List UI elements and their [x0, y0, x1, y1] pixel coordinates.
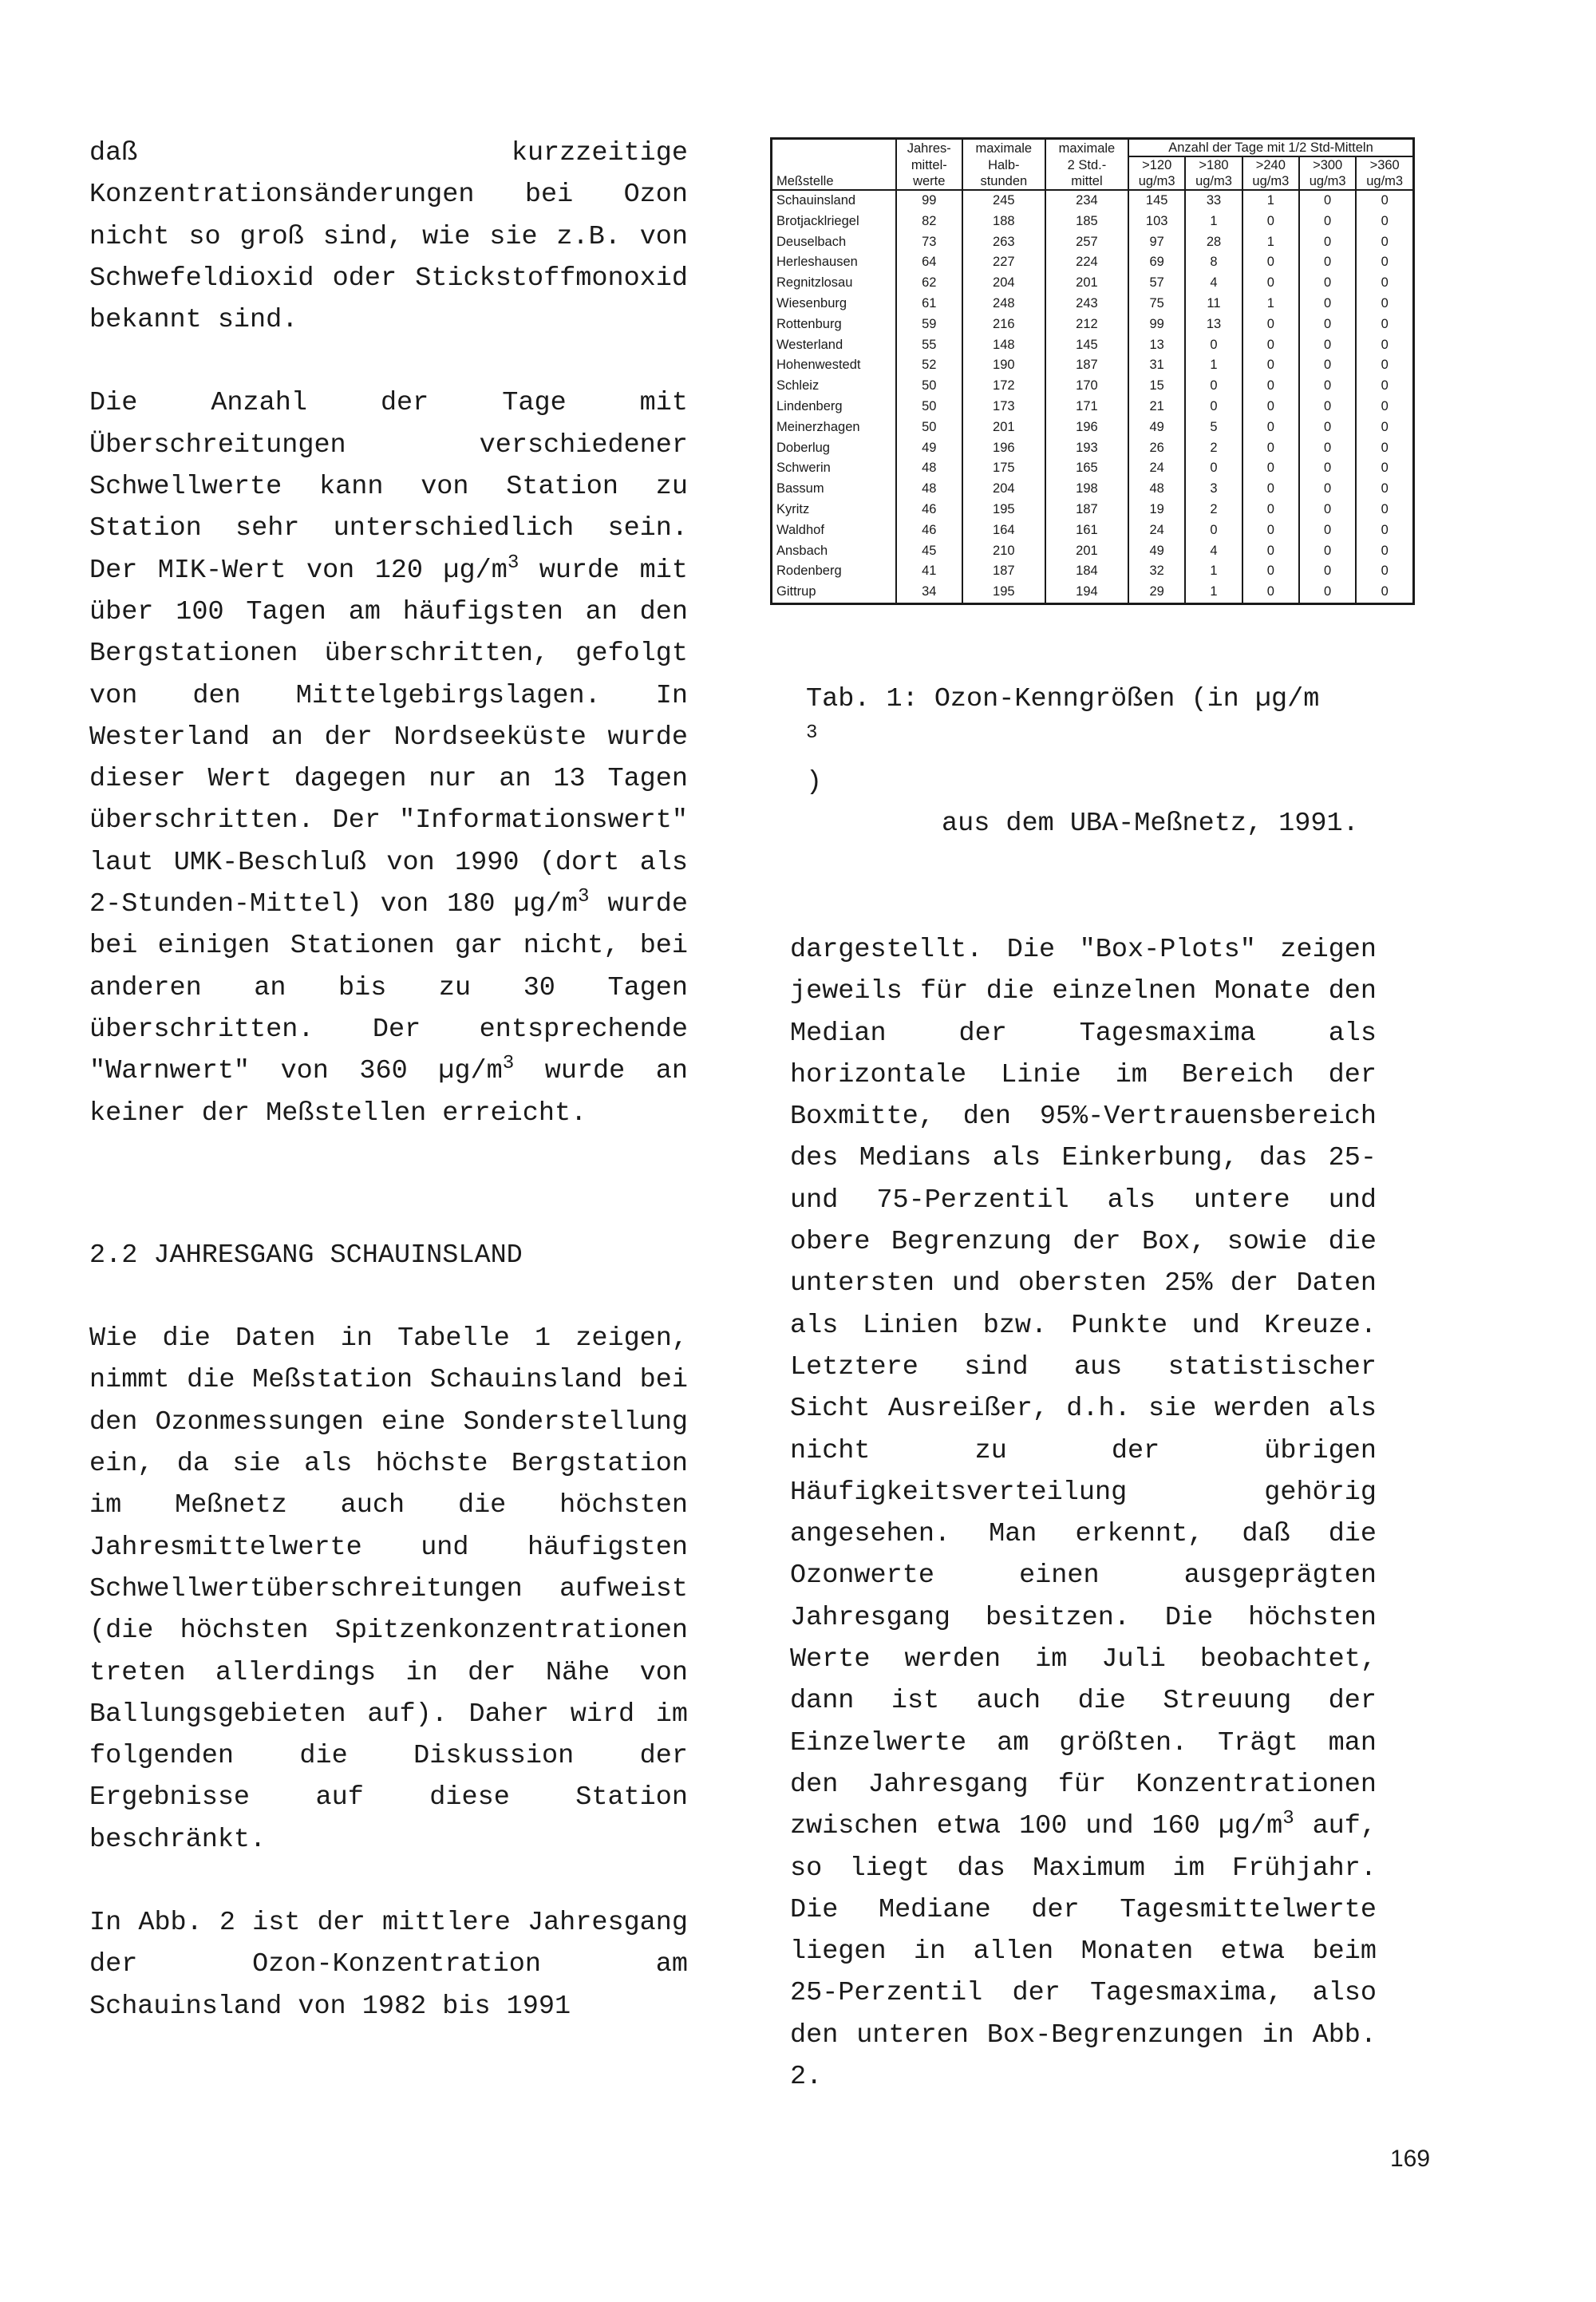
- days-over-240: 0: [1242, 541, 1299, 562]
- left-text-column: [89, 133, 688, 2027]
- paragraph-abb2-intro: In Abb. 2 ist der mittlere Jahresgang der Ozon-Konzentration am Schauinsland von 1982 bis 1991: [89, 1907, 688, 2022]
- days-over-300: 0: [1299, 335, 1356, 356]
- days-over-300: 0: [1299, 376, 1356, 397]
- station-name: Ansbach: [776, 543, 828, 558]
- header-threshold-360: >360: [1356, 156, 1413, 173]
- days-over-240: 0: [1242, 520, 1299, 541]
- days-over-120: 49: [1128, 541, 1185, 562]
- header-max-half-1: maximale: [962, 139, 1045, 157]
- days-over-360: 0: [1356, 479, 1413, 500]
- days-over-240: 0: [1242, 479, 1299, 500]
- days-over-180: 1: [1185, 582, 1242, 603]
- days-over-360: 0: [1356, 561, 1413, 582]
- station-name: Hohenwestedt: [776, 358, 861, 373]
- max-2h: 224: [1045, 252, 1128, 273]
- days-over-360: 0: [1356, 355, 1413, 376]
- days-over-120: 21: [1128, 397, 1185, 417]
- days-over-240: 0: [1242, 397, 1299, 417]
- header-max-2h-2: 2 Std.-: [1045, 156, 1128, 173]
- annual-mean: 45: [896, 541, 962, 562]
- table-row: [772, 479, 1414, 500]
- annual-mean: 62: [896, 273, 962, 294]
- days-over-300: 0: [1299, 417, 1356, 438]
- days-over-180: 5: [1185, 417, 1242, 438]
- annual-mean: 64: [896, 252, 962, 273]
- days-over-360: 0: [1356, 376, 1413, 397]
- paragraph-schauinsland: Wie die Daten in Tabelle 1 zeigen, nimmt die Meßstation Schauinsland bei den Ozonmessungen eine Sonderstellung ein, da sie als höchste Bergstation im Meßnetz auch die höchsten Jahresmittelwerte und häufigsten Schwellwertüberschreitungen aufweist (die höchsten Spitzenkonzentrationen treten allerdings in der Nähe von Ballungsgebieten auf). Daher wird im folgenden die Diskussion der Ergebnisse auf diese Station beschränkt.: [89, 1323, 688, 1855]
- header-threshold-240: >240: [1242, 156, 1299, 173]
- days-over-240: 0: [1242, 252, 1299, 273]
- max-2h: 198: [1045, 479, 1128, 500]
- max-half-hour: 248: [962, 294, 1045, 314]
- header-max-2h-1: maximale: [1045, 139, 1128, 157]
- days-over-240: 1: [1242, 294, 1299, 314]
- header-threshold-300: >300: [1299, 156, 1356, 173]
- days-over-240: 0: [1242, 273, 1299, 294]
- station-name: Schauinsland: [776, 193, 856, 208]
- max-2h: 187: [1045, 355, 1128, 376]
- days-over-240: 0: [1242, 376, 1299, 397]
- station-name: Brotjacklriegel: [776, 213, 859, 228]
- table-row: [772, 438, 1414, 459]
- days-over-300: 0: [1299, 355, 1356, 376]
- station-name: Deuselbach: [776, 234, 847, 249]
- days-over-240: 0: [1242, 438, 1299, 459]
- max-half-hour: 190: [962, 355, 1045, 376]
- days-over-120: 31: [1128, 355, 1185, 376]
- max-2h: 196: [1045, 417, 1128, 438]
- header-unit: ug/m3: [1128, 173, 1185, 190]
- table-row: [772, 294, 1414, 314]
- table-row: [772, 520, 1414, 541]
- days-over-180: 28: [1185, 232, 1242, 253]
- max-2h: 185: [1045, 212, 1128, 232]
- station-name: Regnitzlosau: [776, 275, 853, 291]
- days-over-300: 0: [1299, 294, 1356, 314]
- paragraph-ozone-variation: daß kurzzeitige Konzentrationsänderungen bei Ozon nicht so groß sind, wie sie z.B. von Schwefeldioxid oder Stickstoffmonoxid bekannt sind.: [89, 138, 688, 336]
- days-over-360: 0: [1356, 232, 1413, 253]
- station-name: Doberlug: [776, 440, 830, 455]
- header-max-half-2: Halb-: [962, 156, 1045, 173]
- header-max-half-3: stunden: [962, 173, 1045, 190]
- table-row: [772, 376, 1414, 397]
- station-name: Kyritz: [776, 501, 810, 516]
- max-half-hour: 210: [962, 541, 1045, 562]
- days-over-240: 0: [1242, 582, 1299, 603]
- table-row: [772, 335, 1414, 356]
- paragraph-box-plots: dargestellt. Die "Box-Plots" zeigen jeweils für die einzelnen Monate den Median der Tagesmaxima als horizontale Linie im Bereich der Boxmitte, den 95%-Vertrauensbereich des Medians als Einkerbung, das 25- und 75-Perzentil als untere und obere Begrenzung der Box, sowie die untersten und obersten 25% der Daten als Linien bzw. Punkte und Kreuze. Letztere sind aus statistischer Sicht Ausreißer, d.h. sie werden als nicht zu der übrigen Häufigkeitsverteilung gehörig angesehen. Man erkennt, daß die Ozonwerte einen ausgeprägten Jahresgang besitzen. Die höchsten Werte werden im Juli beobachtet, dann ist auch die Streuung der Einzelwerte am größten. Trägt man den Jahresgang für Konzentrationen zwischen etwa 100 und 160 $\mu g/m^3$ auf, so liegt das Maximum im Frühjahr. Die Mediane der Tagesmittelwerte liegen in allen Monaten etwa beim 25-Perzentil der Tagesmaxima, also den unteren Box-Begrenzungen in Abb. 2.: [790, 935, 1377, 2093]
- max-half-hour: 204: [962, 479, 1045, 500]
- days-over-300: 0: [1299, 273, 1356, 294]
- max-2h: 187: [1045, 500, 1128, 520]
- days-over-360: 0: [1356, 541, 1413, 562]
- max-half-hour: 172: [962, 376, 1045, 397]
- table-caption: [806, 678, 1381, 844]
- annual-mean: 52: [896, 355, 962, 376]
- days-over-360: 0: [1356, 520, 1413, 541]
- days-over-360: 0: [1356, 397, 1413, 417]
- header-max-2h-3: mittel: [1045, 173, 1128, 190]
- max-half-hour: 188: [962, 212, 1045, 232]
- days-over-120: 15: [1128, 376, 1185, 397]
- days-over-240: 0: [1242, 314, 1299, 335]
- max-half-hour: 204: [962, 273, 1045, 294]
- header-threshold-120: >120: [1128, 156, 1185, 173]
- days-over-240: 0: [1242, 417, 1299, 438]
- days-over-300: 0: [1299, 314, 1356, 335]
- max-2h: 170: [1045, 376, 1128, 397]
- days-over-300: 0: [1299, 190, 1356, 212]
- header-annual-mean-3: werte: [896, 173, 962, 190]
- days-over-120: 24: [1128, 458, 1185, 479]
- table-row: [772, 582, 1414, 603]
- days-over-180: 1: [1185, 355, 1242, 376]
- max-half-hour: 263: [962, 232, 1045, 253]
- station-name: Rottenburg: [776, 316, 842, 331]
- annual-mean: 50: [896, 397, 962, 417]
- days-over-300: 0: [1299, 561, 1356, 582]
- days-over-120: 75: [1128, 294, 1185, 314]
- days-over-300: 0: [1299, 541, 1356, 562]
- days-over-240: 0: [1242, 458, 1299, 479]
- max-half-hour: 164: [962, 520, 1045, 541]
- days-over-180: 33: [1185, 190, 1242, 212]
- days-over-180: 4: [1185, 273, 1242, 294]
- days-over-300: 0: [1299, 582, 1356, 603]
- days-over-360: 0: [1356, 252, 1413, 273]
- max-2h: 234: [1045, 190, 1128, 212]
- days-over-300: 0: [1299, 252, 1356, 273]
- page-number: 169: [1390, 2146, 1431, 2172]
- table-row: [772, 190, 1414, 212]
- days-over-180: 1: [1185, 212, 1242, 232]
- days-over-180: 13: [1185, 314, 1242, 335]
- station-name: Bassum: [776, 481, 824, 496]
- max-half-hour: 245: [962, 190, 1045, 212]
- days-over-120: 32: [1128, 561, 1185, 582]
- days-over-300: 0: [1299, 458, 1356, 479]
- annual-mean: 82: [896, 212, 962, 232]
- max-2h: 161: [1045, 520, 1128, 541]
- days-over-180: 0: [1185, 397, 1242, 417]
- days-over-360: 0: [1356, 294, 1413, 314]
- days-over-120: 26: [1128, 438, 1185, 459]
- annual-mean: 55: [896, 335, 962, 356]
- right-text-column: [790, 929, 1377, 2098]
- days-over-180: 1: [1185, 561, 1242, 582]
- days-over-240: 1: [1242, 190, 1299, 212]
- annual-mean: 46: [896, 500, 962, 520]
- days-over-360: 0: [1356, 438, 1413, 459]
- max-2h: 212: [1045, 314, 1128, 335]
- days-over-360: 0: [1356, 212, 1413, 232]
- days-over-120: 29: [1128, 582, 1185, 603]
- days-over-120: 57: [1128, 273, 1185, 294]
- days-over-300: 0: [1299, 500, 1356, 520]
- days-over-120: 13: [1128, 335, 1185, 356]
- days-over-360: 0: [1356, 417, 1413, 438]
- days-over-120: 103: [1128, 212, 1185, 232]
- annual-mean: 50: [896, 376, 962, 397]
- days-over-180: 0: [1185, 335, 1242, 356]
- days-over-360: 0: [1356, 335, 1413, 356]
- header-unit: ug/m3: [1299, 173, 1356, 190]
- table-row: [772, 252, 1414, 273]
- days-over-240: 0: [1242, 355, 1299, 376]
- annual-mean: 49: [896, 438, 962, 459]
- table-row: [772, 458, 1414, 479]
- annual-mean: 48: [896, 458, 962, 479]
- header-unit: ug/m3: [1185, 173, 1242, 190]
- max-half-hour: 148: [962, 335, 1045, 356]
- max-half-hour: 173: [962, 397, 1045, 417]
- header-unit: ug/m3: [1242, 173, 1299, 190]
- header-annual-mean-1: Jahres-: [896, 139, 962, 157]
- section-heading: 2.2 JAHRESGANG SCHAUINSLAND: [89, 1240, 523, 1271]
- days-over-360: 0: [1356, 273, 1413, 294]
- annual-mean: 41: [896, 561, 962, 582]
- days-over-360: 0: [1356, 190, 1413, 212]
- days-over-180: 11: [1185, 294, 1242, 314]
- max-half-hour: 187: [962, 561, 1045, 582]
- caption-line-2: aus dem UBA-Meßnetz, 1991.: [942, 809, 1359, 839]
- max-2h: 171: [1045, 397, 1128, 417]
- annual-mean: 73: [896, 232, 962, 253]
- days-over-180: 0: [1185, 520, 1242, 541]
- annual-mean: 61: [896, 294, 962, 314]
- header-station: Meßstelle: [772, 139, 896, 191]
- max-half-hour: 227: [962, 252, 1045, 273]
- annual-mean: 50: [896, 417, 962, 438]
- ozone-data-table: [770, 137, 1415, 605]
- days-over-300: 0: [1299, 212, 1356, 232]
- max-2h: 243: [1045, 294, 1128, 314]
- station-name: Meinerzhagen: [776, 419, 860, 434]
- days-over-180: 0: [1185, 376, 1242, 397]
- annual-mean: 59: [896, 314, 962, 335]
- days-over-120: 99: [1128, 314, 1185, 335]
- days-over-180: 2: [1185, 500, 1242, 520]
- days-over-120: 49: [1128, 417, 1185, 438]
- table-row: [772, 397, 1414, 417]
- header-threshold-180: >180: [1185, 156, 1242, 173]
- days-over-180: 2: [1185, 438, 1242, 459]
- station-name: Gittrup: [776, 584, 816, 599]
- table-row: [772, 212, 1414, 232]
- station-name: Wiesenburg: [776, 295, 847, 310]
- table-row: [772, 417, 1414, 438]
- days-over-180: 0: [1185, 458, 1242, 479]
- max-2h: 184: [1045, 561, 1128, 582]
- table-row: [772, 500, 1414, 520]
- station-name: Schleiz: [776, 378, 820, 394]
- max-2h: 165: [1045, 458, 1128, 479]
- max-half-hour: 196: [962, 438, 1045, 459]
- days-over-120: 145: [1128, 190, 1185, 212]
- table-row: [772, 541, 1414, 562]
- days-over-120: 48: [1128, 479, 1185, 500]
- station-name: Waldhof: [776, 522, 824, 537]
- days-over-240: 0: [1242, 500, 1299, 520]
- annual-mean: 34: [896, 582, 962, 603]
- days-over-180: 8: [1185, 252, 1242, 273]
- days-over-300: 0: [1299, 438, 1356, 459]
- station-name: Lindenberg: [776, 398, 843, 413]
- days-over-360: 0: [1356, 500, 1413, 520]
- table-row: [772, 314, 1414, 335]
- annual-mean: 46: [896, 520, 962, 541]
- header-annual-mean-2: mittel-: [896, 156, 962, 173]
- caption-line-1: Tab. 1: Ozon-Kenngrößen (in µg/m $^3$ ): [806, 684, 1320, 797]
- days-over-180: 3: [1185, 479, 1242, 500]
- max-2h: 193: [1045, 438, 1128, 459]
- max-half-hour: 175: [962, 458, 1045, 479]
- station-name: Schwerin: [776, 461, 831, 476]
- table-row: [772, 355, 1414, 376]
- max-half-hour: 216: [962, 314, 1045, 335]
- station-name: Westerland: [776, 337, 843, 352]
- annual-mean: 48: [896, 479, 962, 500]
- days-over-300: 0: [1299, 397, 1356, 417]
- max-half-hour: 195: [962, 500, 1045, 520]
- days-over-300: 0: [1299, 479, 1356, 500]
- max-half-hour: 195: [962, 582, 1045, 603]
- max-half-hour: 201: [962, 417, 1045, 438]
- days-over-360: 0: [1356, 582, 1413, 603]
- max-2h: 194: [1045, 582, 1128, 603]
- station-name: Rodenberg: [776, 564, 842, 579]
- header-unit: ug/m3: [1356, 173, 1413, 190]
- days-over-240: 0: [1242, 335, 1299, 356]
- station-name: Herleshausen: [776, 255, 858, 270]
- header-days-group: Anzahl der Tage mit 1/2 Std-Mitteln: [1128, 139, 1414, 157]
- days-over-300: 0: [1299, 520, 1356, 541]
- days-over-120: 19: [1128, 500, 1185, 520]
- annual-mean: 99: [896, 190, 962, 212]
- table-row: [772, 273, 1414, 294]
- max-2h: 257: [1045, 232, 1128, 253]
- max-2h: 201: [1045, 273, 1128, 294]
- paragraph-threshold-exceedances: Die Anzahl der Tage mit Überschreitungen verschiedener Schwellwerte kann von Station zu Station sehr unterschiedlich sein. Der MIK-Wert von 120 $\mu g/m^3$ wurde mit über 100 Tagen am häufigsten an den Bergstationen überschritten, gefolgt von den Mittelgebirgslagen. In Westerland an der Nordseeküste wurde dieser Wert dagegen nur an 13 Tagen überschritten. Der "Informationswert" laut UMK-Beschluß von 1990 (dort als 2-Stunden-Mittel) von 180 $\mu g/m^3$ wurde bei einigen Stationen gar nicht, bei anderen an bis zu 30 Tagen überschritten. Der entsprechende "Warnwert" von 360 $\mu g/m^3$ wurde an keiner der Meßstellen erreicht.: [89, 388, 688, 1129]
- days-over-120: 24: [1128, 520, 1185, 541]
- days-over-180: 4: [1185, 541, 1242, 562]
- days-over-240: 0: [1242, 561, 1299, 582]
- days-over-360: 0: [1356, 458, 1413, 479]
- table-row: [772, 561, 1414, 582]
- days-over-240: 1: [1242, 232, 1299, 253]
- days-over-300: 0: [1299, 232, 1356, 253]
- days-over-120: 97: [1128, 232, 1185, 253]
- days-over-240: 0: [1242, 212, 1299, 232]
- table-row: [772, 232, 1414, 253]
- days-over-120: 69: [1128, 252, 1185, 273]
- max-2h: 201: [1045, 541, 1128, 562]
- days-over-360: 0: [1356, 314, 1413, 335]
- max-2h: 145: [1045, 335, 1128, 356]
